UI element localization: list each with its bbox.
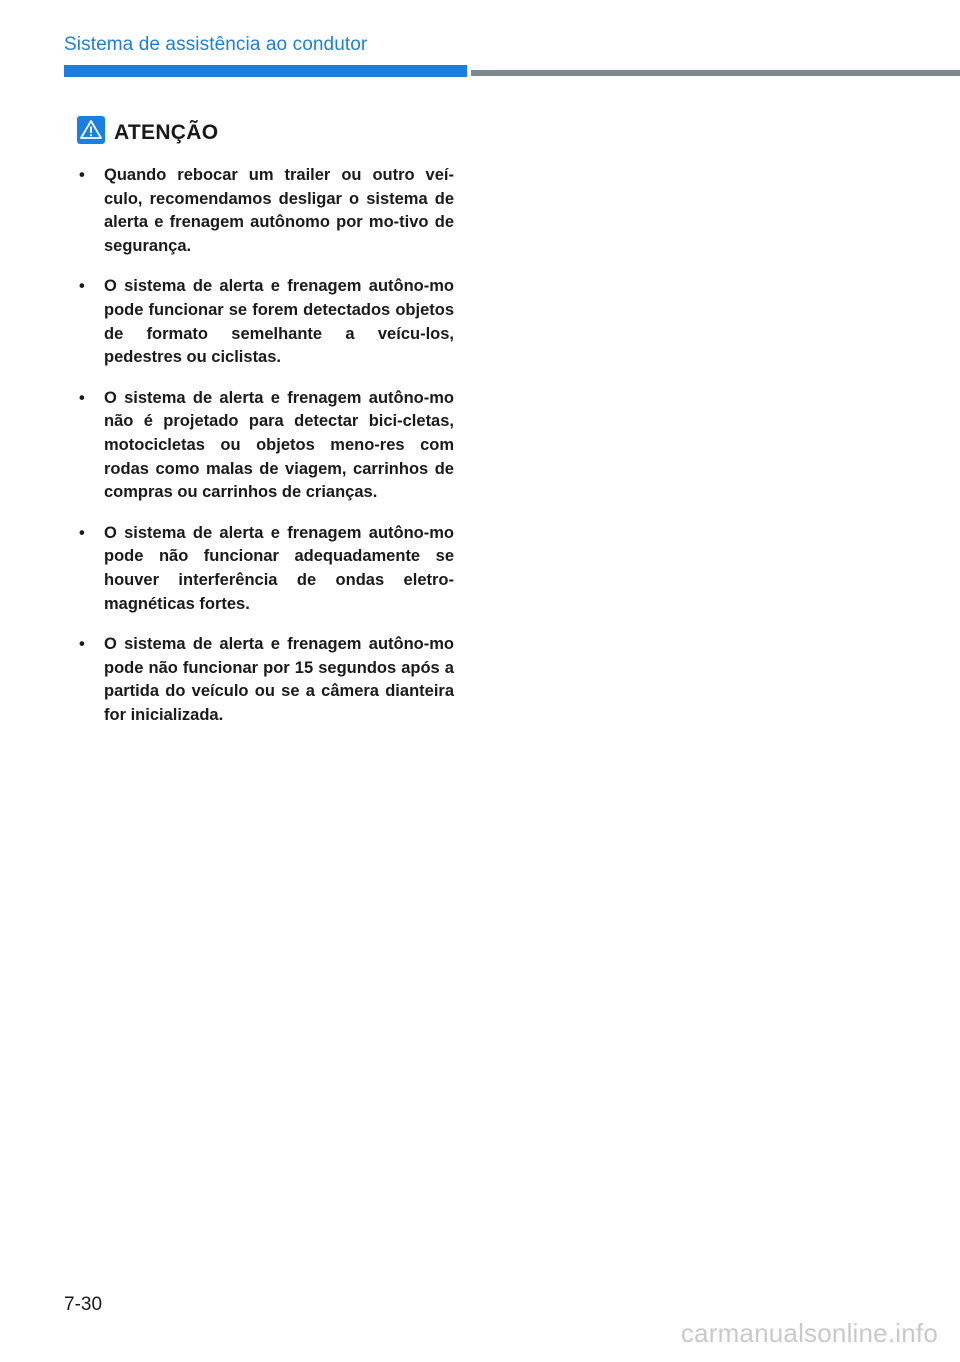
watermark: carmanualsonline.info — [680, 1318, 938, 1348]
bullet: • — [79, 277, 85, 296]
warning-list — [76, 164, 454, 744]
page-number: 7-30 — [64, 1294, 103, 1315]
warning-item-text: O sistema de alerta e frenagem autôno-mo pode não funcionar por 15 segundos após a partida do veículo ou se a câmera dianteira for inicializada. — [104, 635, 454, 724]
warning-item — [76, 522, 454, 616]
warning-item — [76, 633, 454, 727]
header-accent-bar — [64, 65, 467, 77]
bullet: • — [79, 635, 85, 654]
section-title: Sistema de assistência ao condutor — [64, 34, 368, 55]
warning-item-text: O sistema de alerta e frenagem autôno-mo não é projetado para detectar bici-cletas, motocicletas ou objetos meno-res com rodas como malas de viagem, carrinhos de compras ou carrinhos de crianças. — [104, 388, 454, 502]
warning-item-text: O sistema de alerta e frenagem autôno-mo pode não funcionar adequadamente se houver interferência de ondas eletro-magnéticas fortes. — [104, 523, 454, 613]
warning-item — [76, 387, 454, 505]
bullet: • — [79, 166, 85, 184]
warning-triangle-icon — [77, 116, 105, 144]
warning-title: ATENÇÃO — [114, 121, 219, 144]
bullet: • — [79, 388, 85, 407]
header-rule — [471, 70, 960, 76]
warning-item — [76, 164, 454, 258]
warning-heading — [77, 116, 218, 144]
warning-item — [76, 275, 454, 369]
warning-item-text: O sistema de alerta e frenagem autôno-mo pode funcionar se forem detectados objetos de formato semelhante a veícu-los, pedestres ou ciclistas. — [104, 277, 454, 367]
bullet: • — [79, 523, 85, 542]
warning-item-text: Quando rebocar um trailer ou outro veí-culo, recomendamos desligar o sistema de alerta e frenagem autônomo por mo-tivo de segurança. — [104, 166, 454, 255]
